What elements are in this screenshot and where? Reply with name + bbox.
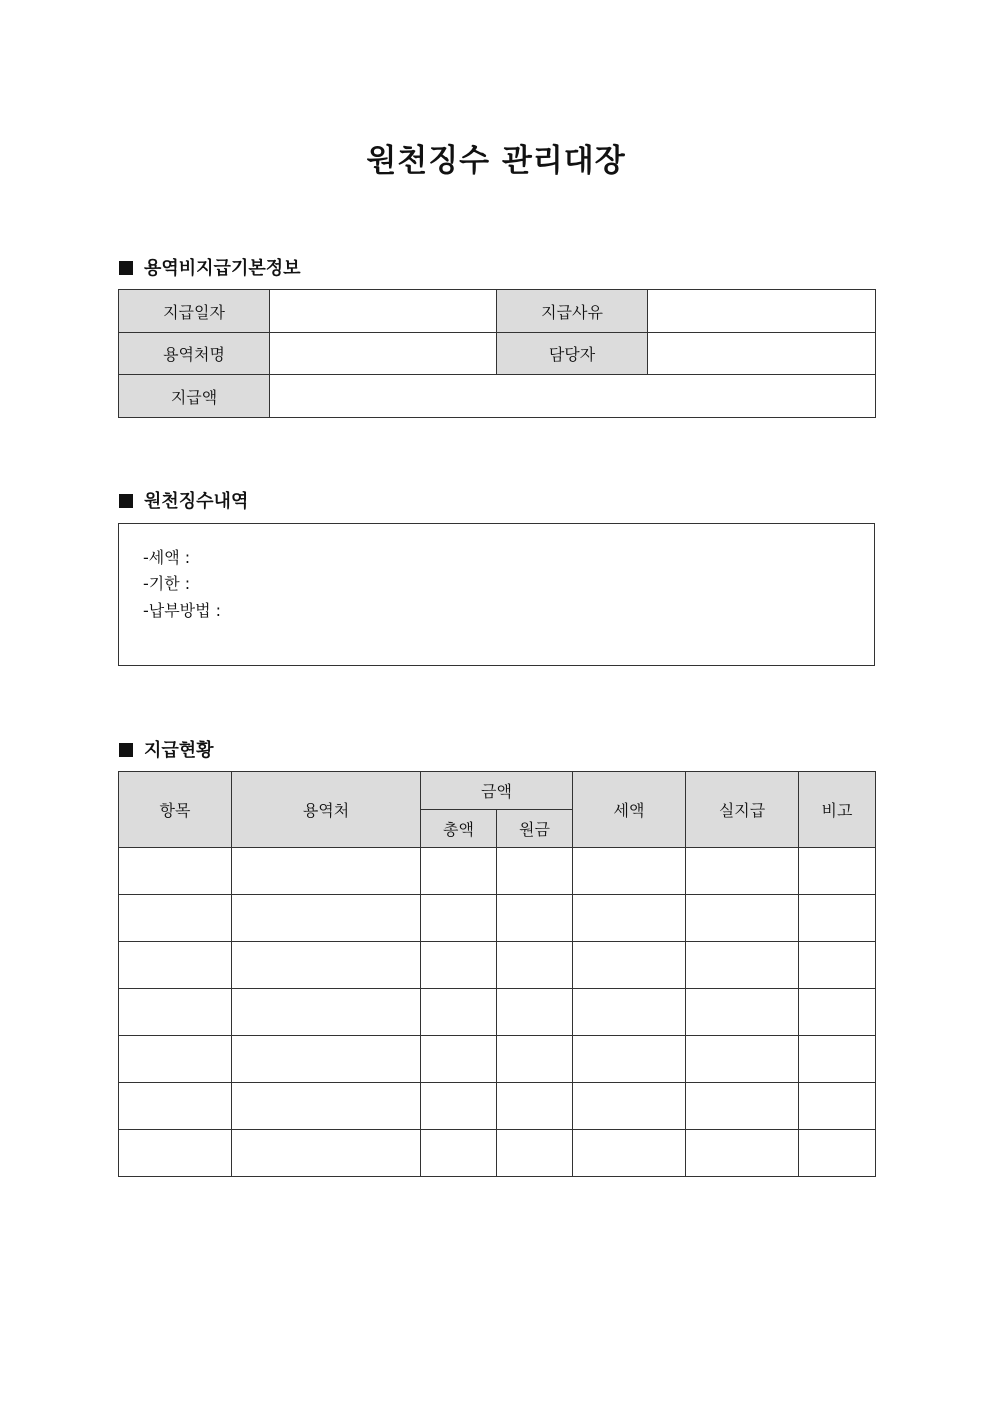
- col-provider-header: 용역처: [232, 772, 421, 848]
- cell-provider[interactable]: [232, 989, 421, 1036]
- pay-reason-label: 지급사유: [497, 290, 648, 333]
- amount-field[interactable]: [270, 375, 876, 418]
- service-provider-label: 용역처명: [119, 333, 270, 375]
- cell-total[interactable]: [421, 942, 497, 989]
- table-row: [119, 942, 876, 989]
- cell-item[interactable]: [119, 989, 232, 1036]
- square-bullet-icon: [119, 261, 133, 275]
- col-tax-header: 세액: [573, 772, 686, 848]
- table-row: [119, 989, 876, 1036]
- cell-item[interactable]: [119, 1036, 232, 1083]
- cell-tax[interactable]: [573, 1036, 686, 1083]
- cell-item[interactable]: [119, 848, 232, 895]
- service-provider-field[interactable]: [270, 333, 497, 375]
- square-bullet-icon: [119, 494, 133, 508]
- table-row: [119, 1036, 876, 1083]
- pay-reason-field[interactable]: [648, 290, 876, 333]
- tax-amount-line: -세액 :: [143, 548, 191, 567]
- cell-note[interactable]: [799, 1130, 876, 1177]
- cell-note[interactable]: [799, 848, 876, 895]
- cell-provider[interactable]: [232, 848, 421, 895]
- cell-tax[interactable]: [573, 1083, 686, 1130]
- deadline-line: -기한 :: [143, 574, 191, 593]
- cell-provider[interactable]: [232, 1130, 421, 1177]
- cell-net-pay[interactable]: [686, 989, 799, 1036]
- cell-provider[interactable]: [232, 1083, 421, 1130]
- square-bullet-icon: [119, 743, 133, 757]
- pay-date-label: 지급일자: [119, 290, 270, 333]
- cell-net-pay[interactable]: [686, 848, 799, 895]
- col-note-header: 비고: [799, 772, 876, 848]
- cell-item[interactable]: [119, 895, 232, 942]
- cell-item[interactable]: [119, 1130, 232, 1177]
- cell-tax[interactable]: [573, 989, 686, 1036]
- cell-total[interactable]: [421, 848, 497, 895]
- section-withholding-heading: [119, 487, 248, 513]
- section-payment-status-heading: [119, 736, 214, 762]
- col-amount-header: 금액: [421, 772, 573, 810]
- amount-label: 지급액: [119, 375, 270, 418]
- pay-date-field[interactable]: [270, 290, 497, 333]
- cell-provider[interactable]: [232, 895, 421, 942]
- col-principal-header: 원금: [497, 810, 573, 848]
- cell-total[interactable]: [421, 1083, 497, 1130]
- table-row: [119, 1130, 876, 1177]
- table-row: [119, 895, 876, 942]
- cell-note[interactable]: [799, 1083, 876, 1130]
- cell-net-pay[interactable]: [686, 895, 799, 942]
- cell-principal[interactable]: [497, 989, 573, 1036]
- cell-note[interactable]: [799, 989, 876, 1036]
- cell-provider[interactable]: [232, 942, 421, 989]
- table-row: [119, 1083, 876, 1130]
- payment-rows: [119, 848, 876, 1177]
- cell-note[interactable]: [799, 1036, 876, 1083]
- cell-note[interactable]: [799, 895, 876, 942]
- cell-principal[interactable]: [497, 1083, 573, 1130]
- cell-net-pay[interactable]: [686, 1036, 799, 1083]
- cell-tax[interactable]: [573, 848, 686, 895]
- cell-principal[interactable]: [497, 1036, 573, 1083]
- cell-tax[interactable]: [573, 1130, 686, 1177]
- cell-principal[interactable]: [497, 848, 573, 895]
- cell-total[interactable]: [421, 895, 497, 942]
- section-basic-info-heading: [119, 254, 301, 280]
- cell-note[interactable]: [799, 942, 876, 989]
- cell-item[interactable]: [119, 942, 232, 989]
- cell-principal[interactable]: [497, 942, 573, 989]
- table-row: [119, 848, 876, 895]
- section-payment-status-title: 지급현황: [144, 740, 214, 761]
- cell-item[interactable]: [119, 1083, 232, 1130]
- section-basic-info-title: 용역비지급기본정보: [144, 258, 301, 279]
- section-withholding-title: 원천징수내역: [144, 491, 249, 512]
- payment-status-table: [118, 771, 876, 1177]
- cell-principal[interactable]: [497, 1130, 573, 1177]
- cell-total[interactable]: [421, 1036, 497, 1083]
- cell-total[interactable]: [421, 1130, 497, 1177]
- col-total-header: 총액: [421, 810, 497, 848]
- cell-net-pay[interactable]: [686, 942, 799, 989]
- cell-provider[interactable]: [232, 1036, 421, 1083]
- manager-label: 담당자: [497, 333, 648, 375]
- col-item-header: 항목: [119, 772, 232, 848]
- cell-total[interactable]: [421, 989, 497, 1036]
- cell-net-pay[interactable]: [686, 1130, 799, 1177]
- cell-principal[interactable]: [497, 895, 573, 942]
- col-net-pay-header: 실지급: [686, 772, 799, 848]
- manager-field[interactable]: [648, 333, 876, 375]
- cell-tax[interactable]: [573, 895, 686, 942]
- page-title: 원천징수 관리대장: [366, 143, 626, 179]
- payment-method-line: -납부방법 :: [143, 601, 222, 620]
- cell-tax[interactable]: [573, 942, 686, 989]
- basic-info-table: [118, 289, 876, 418]
- withholding-details-box[interactable]: [118, 523, 875, 666]
- cell-net-pay[interactable]: [686, 1083, 799, 1130]
